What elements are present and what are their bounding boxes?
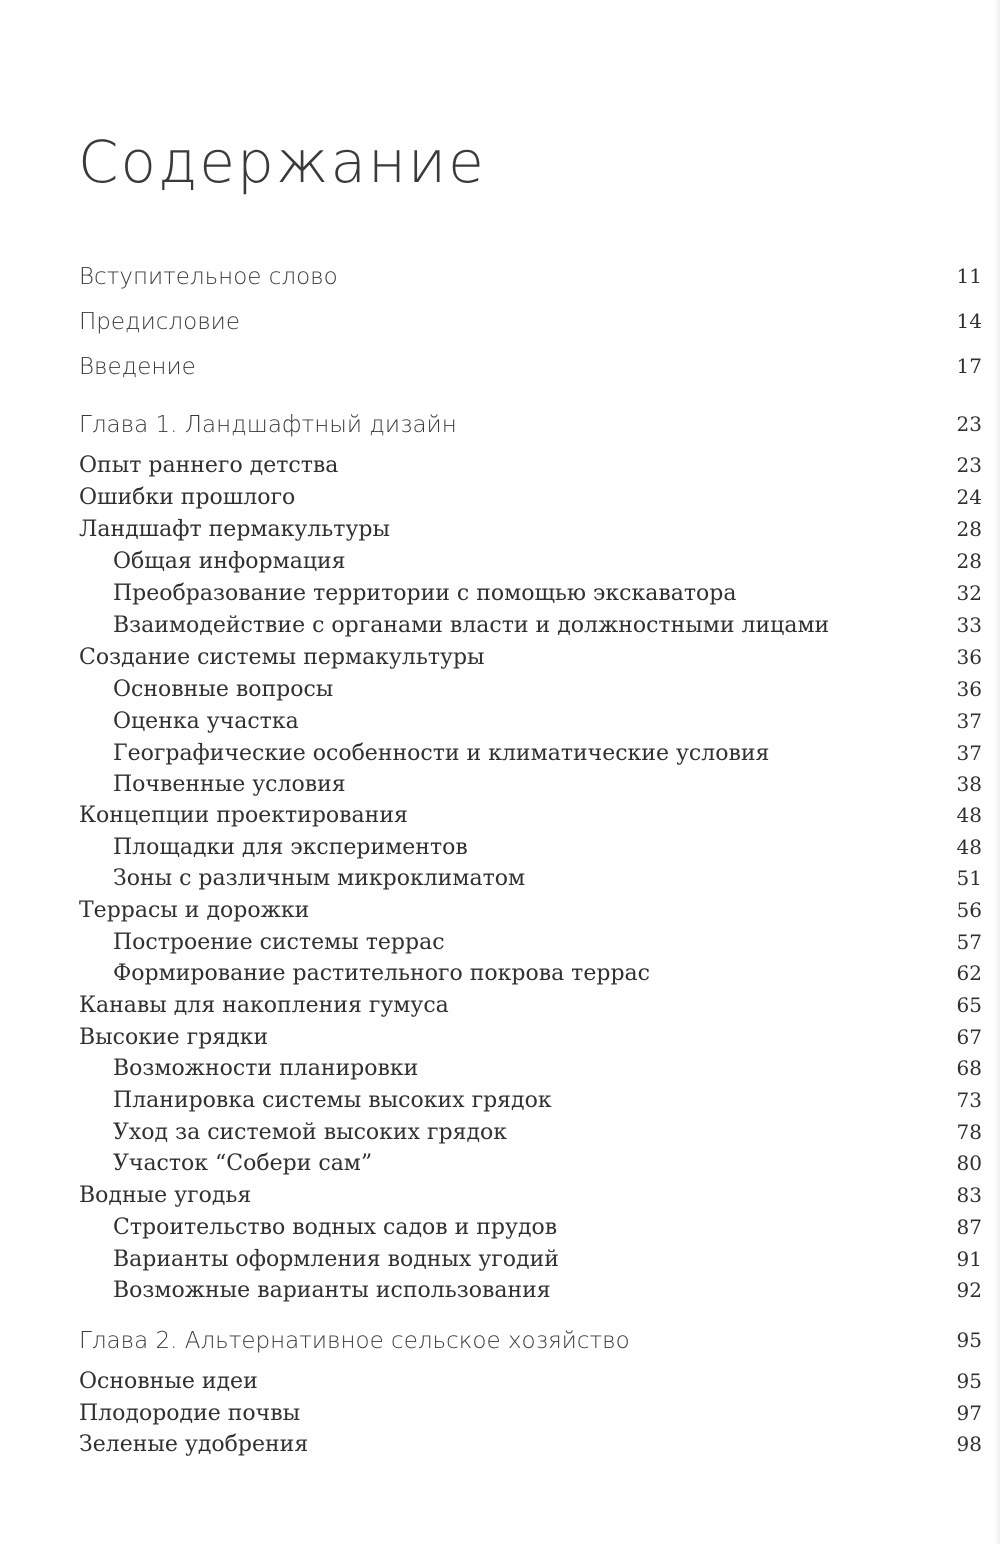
toc-page-number: 14	[956, 309, 982, 333]
toc-page-number: 62	[956, 961, 982, 985]
toc-page-number: 95	[956, 1328, 982, 1352]
toc-entry	[0, 1088, 1000, 1120]
toc-entry-label: Формирование растительного покрова террас	[113, 961, 650, 986]
toc-entry	[0, 581, 1000, 613]
toc-page-number: 33	[956, 613, 982, 637]
toc-entry	[0, 1328, 1000, 1360]
toc-section-heading: Глава 1. Ландшафтный дизайн	[79, 412, 457, 438]
toc-section-heading: Предисловие	[79, 309, 240, 335]
toc-entry	[0, 1278, 1000, 1310]
toc-page-number: 11	[956, 264, 982, 288]
page-edge	[994, 0, 1000, 1544]
toc-entry-label: Географические особенности и климатические условия	[113, 741, 770, 766]
toc-entry	[0, 412, 1000, 444]
toc-page-number: 98	[956, 1432, 982, 1456]
toc-entry	[0, 803, 1000, 835]
toc-page-number: 57	[956, 930, 982, 954]
toc-entry	[0, 1432, 1000, 1464]
toc-entry	[0, 549, 1000, 581]
toc-entry-label: Строительство водных садов и прудов	[113, 1215, 558, 1240]
toc-page-number: 23	[956, 453, 982, 477]
toc-entry-label: Создание системы пермакультуры	[79, 645, 485, 670]
toc-entry-label: Возможности планировки	[113, 1056, 419, 1081]
toc-page-number: 65	[956, 993, 982, 1017]
toc-page-number: 48	[956, 835, 982, 859]
toc-entry-label: Преобразование территории с помощью экскаватора	[113, 581, 737, 606]
toc-entry	[0, 1120, 1000, 1152]
toc-entry	[0, 354, 1000, 386]
toc-entry-label: Участок “Собери сам”	[113, 1151, 373, 1176]
toc-entry	[0, 1247, 1000, 1279]
toc-entry	[0, 898, 1000, 930]
toc-page-number: 67	[956, 1025, 982, 1049]
toc-entry	[0, 1215, 1000, 1247]
page-title: Содержание	[78, 128, 486, 196]
toc-page-number: 23	[956, 412, 982, 436]
toc-section-heading: Глава 2. Альтернативное сельское хозяйство	[79, 1328, 630, 1354]
toc-entry	[0, 1183, 1000, 1215]
toc-entry	[0, 866, 1000, 898]
toc-entry-label: Опыт раннего детства	[79, 453, 339, 478]
toc-page-number: 38	[956, 772, 982, 796]
toc-entry-label: Плодородие почвы	[79, 1401, 301, 1426]
toc-page-number: 37	[956, 741, 982, 765]
toc-page-number: 80	[956, 1151, 982, 1175]
toc-entry	[0, 1369, 1000, 1401]
toc-page-number: 28	[956, 517, 982, 541]
toc-entry-label: Террасы и дорожки	[79, 898, 310, 923]
toc-entry	[0, 835, 1000, 867]
toc-entry	[0, 453, 1000, 485]
toc-page-number: 37	[956, 709, 982, 733]
toc-entry-label: Высокие грядки	[79, 1025, 269, 1050]
toc-entry-label: Зоны с различным микроклиматом	[113, 866, 526, 891]
toc-page-number: 91	[956, 1247, 982, 1271]
toc-entry	[0, 677, 1000, 709]
toc-page-number: 97	[956, 1401, 982, 1425]
toc-entry	[0, 645, 1000, 677]
toc-page-number: 73	[956, 1088, 982, 1112]
toc-entry-label: Оценка участка	[113, 709, 299, 734]
toc-entry	[0, 264, 1000, 296]
toc-entry	[0, 741, 1000, 773]
toc-page-number: 48	[956, 803, 982, 827]
toc-page-number: 87	[956, 1215, 982, 1239]
toc-page-number: 24	[956, 485, 982, 509]
toc-entry	[0, 1151, 1000, 1183]
toc-entry-label: Планировка системы высоких грядок	[113, 1088, 552, 1113]
toc-page-number: 83	[956, 1183, 982, 1207]
toc-entry	[0, 1025, 1000, 1057]
toc-entry-label: Зеленые удобрения	[79, 1432, 309, 1457]
toc-page-number: 95	[956, 1369, 982, 1393]
toc-page-number: 92	[956, 1278, 982, 1302]
toc-entry-label: Почвенные условия	[113, 772, 346, 797]
toc-entry	[0, 709, 1000, 741]
toc-entry	[0, 517, 1000, 549]
toc-entry-label: Ландшафт пермакультуры	[79, 517, 390, 542]
toc-page-number: 36	[956, 677, 982, 701]
toc-page-number: 32	[956, 581, 982, 605]
toc-entry-label: Ошибки прошлого	[79, 485, 296, 510]
toc-entry	[0, 1056, 1000, 1088]
toc-entry-label: Общая информация	[113, 549, 346, 574]
toc-entry-label: Канавы для накопления гумуса	[79, 993, 449, 1018]
toc-entry-label: Основные идеи	[79, 1369, 258, 1394]
toc-entry	[0, 772, 1000, 804]
toc-page-number: 28	[956, 549, 982, 573]
toc-entry	[0, 485, 1000, 517]
toc-entry	[0, 309, 1000, 341]
toc-entry	[0, 993, 1000, 1025]
toc-entry	[0, 930, 1000, 962]
toc-entry	[0, 961, 1000, 993]
toc-entry-label: Площадки для экспериментов	[113, 835, 468, 860]
toc-section-heading: Вступительное слово	[79, 264, 338, 290]
toc-entry	[0, 1401, 1000, 1433]
toc-entry-label: Уход за системой высоких грядок	[113, 1120, 508, 1145]
toc-page-number: 68	[956, 1056, 982, 1080]
toc-entry-label: Построение системы террас	[113, 930, 445, 955]
toc-entry-label: Концепции проектирования	[79, 803, 408, 828]
toc-page-number: 17	[956, 354, 982, 378]
toc-entry-label: Варианты оформления водных угодий	[113, 1247, 559, 1272]
toc-page-number: 56	[956, 898, 982, 922]
toc-entry-label: Взаимодействие с органами власти и должностными лицами	[113, 613, 830, 638]
toc-page-number: 51	[956, 866, 982, 890]
toc-entry-label: Основные вопросы	[113, 677, 334, 702]
toc-page-number: 36	[956, 645, 982, 669]
toc-entry	[0, 613, 1000, 645]
toc-entry-label: Возможные варианты использования	[113, 1278, 551, 1303]
toc-section-heading: Введение	[79, 354, 196, 380]
toc-page-number: 78	[956, 1120, 982, 1144]
toc-entry-label: Водные угодья	[79, 1183, 252, 1208]
